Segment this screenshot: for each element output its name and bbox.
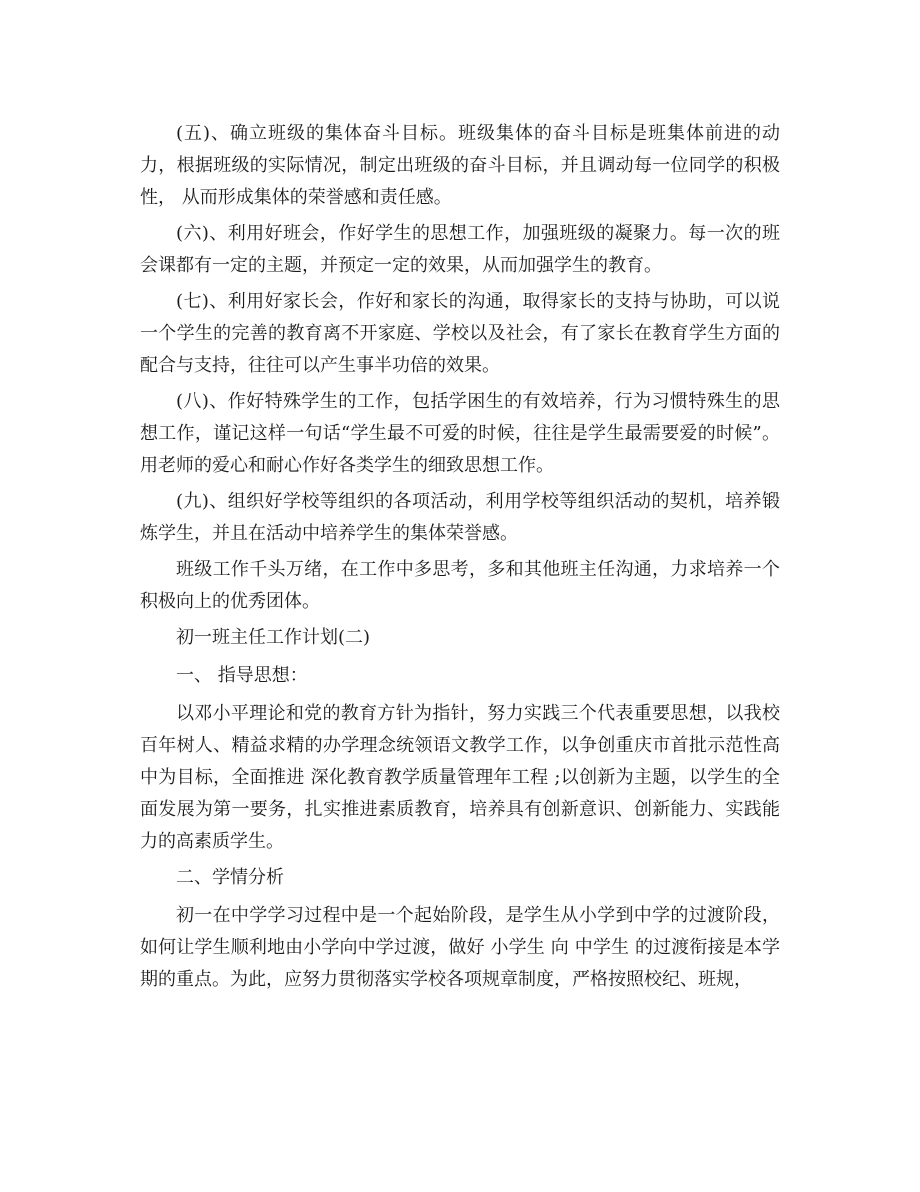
paragraph-guiding-ideology: 以邓小平理论和党的教育方针为指针，努力实践三个代表重要思想，以我校百年树人、精益求精的办学理念统领语文教学工作，以争创重庆市首批示范性高中为目标，全面推进 深化教育教学质量管理年工程 ;以创新为主题，以学生的全面发展为第一要务，扎实推进素质教育，培养具有创新意识、创新能力、实践能力的高素质学生。 (140, 703, 780, 852)
heading-guiding-ideology: 一、 指导思想： (176, 665, 308, 686)
heading-student-analysis: 二、学情分析 (176, 867, 284, 888)
paragraph-parent-meeting: (七)、利用好家长会，作好和家长的沟通，取得家长的支持与协助，可以说一个学生的完善的教育离不开家庭、学校以及社会，有了家长在教育学生方面的配合与支持，往往可以产生事半功倍的效果。 (140, 291, 780, 376)
paragraph-summary: 班级工作千头万绪，在工作中多思考，多和其他班主任沟通，力求培养一个积极向上的优秀团体。 (140, 559, 780, 612)
paragraph-class-meeting: (六)、利用好班会，作好学生的思想工作，加强班级的凝聚力。每一次的班会课都有一定的主题，并预定一定的效果，从而加强学生的教育。 (140, 223, 780, 276)
paragraph-school-activities: (九)、组织好学校等组织的各项活动，利用学校等组织活动的契机，培养锻炼学生，并且在活动中培养学生的集体荣誉感。 (140, 491, 780, 544)
paragraph-goal: (五)、确立班级的集体奋斗目标。班级集体的奋斗目标是班集体前进的动力，根据班级的实际情况，制定出班级的奋斗目标，并且调动每一位同学的积极性， 从而形成集体的荣誉感和责任感。 (140, 123, 780, 208)
paragraph-special-students: (八)、作好特殊学生的工作，包括学困生的有效培养，行为习惯特殊生的思想工作，谨记这样一句话“学生最不可爱的时候，往往是学生最需要爱的时候”。用老师的爱心和耐心作好各类学生的细致思想工作。 (140, 391, 780, 476)
paragraph-student-analysis: 初一在中学学习过程中是一个起始阶段，是学生从小学到中学的过渡阶段，如何让学生顺利地由小学向中学过渡，做好 小学生 向 中学生 的过渡衔接是本学期的重点。为此，应努力贯彻落实学校各项规章制度，严格按照校纪、班规， (140, 905, 780, 990)
document-body (140, 118, 780, 1000)
section-title: 初一班主任工作计划(二) (176, 627, 371, 648)
